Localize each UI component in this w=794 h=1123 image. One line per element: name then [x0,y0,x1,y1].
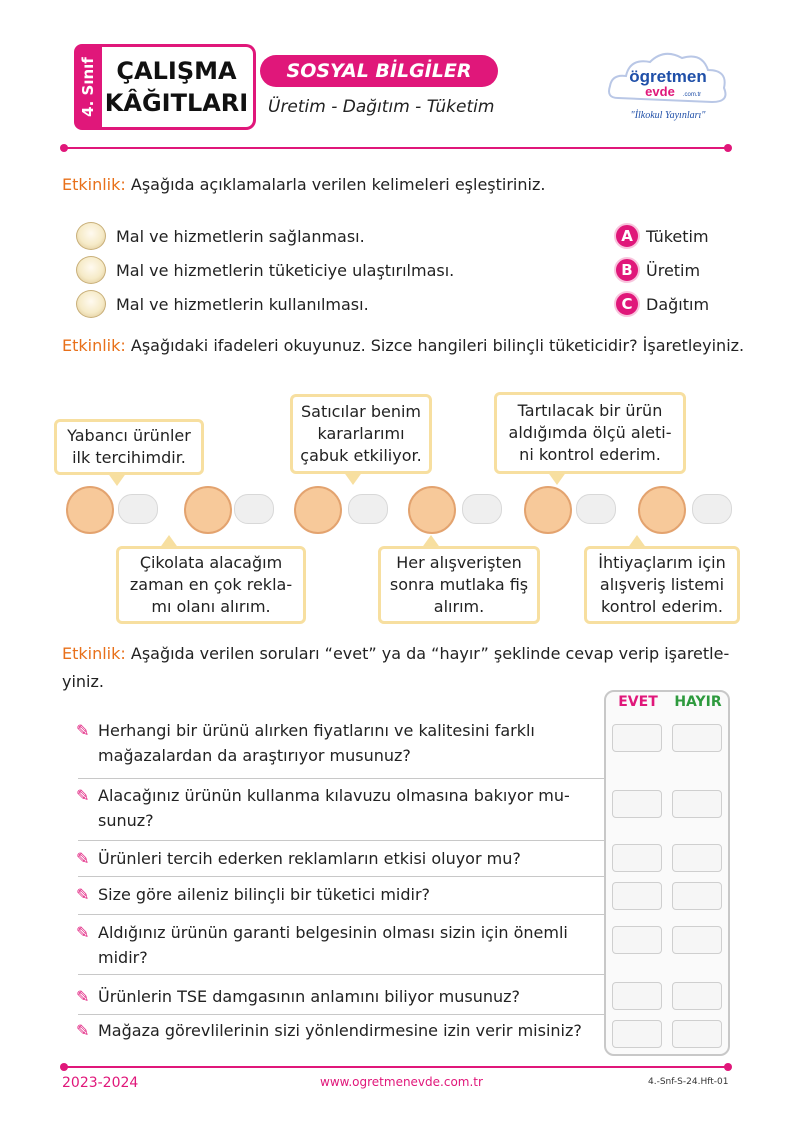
logo-text: ögretmen [629,67,707,86]
no-checkbox[interactable] [672,724,722,752]
question-text: Mağaza görevlilerinin sizi yönlendirmesine izin verir misiniz? [98,1021,582,1040]
row-divider [78,1014,604,1015]
question-row [76,846,521,871]
answer-box[interactable] [348,494,388,524]
bubble-line: kararlarımı [317,424,405,443]
option-letter: B [614,257,640,283]
yes-checkbox[interactable] [612,790,662,818]
grade-tab [74,44,102,130]
question-row [76,984,520,1009]
child-face-icon [294,486,342,534]
child-face-icon [408,486,456,534]
match-item-text: Mal ve hizmetlerin kullanılması. [116,294,369,314]
answer-box[interactable] [234,494,274,524]
answer-box[interactable] [462,494,502,524]
child-face-icon [524,486,572,534]
activity-instruction-cont: yiniz. [62,672,104,691]
bubble-line: Satıcılar benim [300,402,421,421]
answer-box[interactable] [118,494,158,524]
yes-checkbox[interactable] [612,724,662,752]
activity-1-heading [62,175,545,194]
row-divider [78,974,604,975]
activity-instruction: Aşağıda verilen soruları “evet” ya da “hayır” şeklinde cevap verip işaretle- [125,644,730,663]
bubble-line: ni kontrol ederim. [519,445,661,464]
yes-checkbox[interactable] [612,882,662,910]
bubble-line: alırım. [433,597,485,616]
logo-tagline: "İlkokul Yayınları" [630,110,706,121]
activity-instruction: Aşağıdaki ifadeleri okuyunuz. Sizce hangileri bilinçli tüketicidir? İşaretleyiniz. [125,336,745,355]
no-checkbox[interactable] [672,790,722,818]
question-text: midir? [98,948,148,967]
footer-year: 2023-2024 [62,1075,139,1091]
no-checkbox[interactable] [672,882,722,910]
bubble-line: Tartılacak bir ürün [517,401,663,420]
speech-bubble [116,546,306,624]
logo-text-2: evde [645,84,675,99]
option-c [614,290,709,318]
question-text: Aldığınız ürünün garanti belgesinin olması sizin için önemli [98,923,568,942]
bubble-line: çabuk etkiliyor. [300,446,422,465]
bubble-line: aldığımda ölçü aleti- [508,423,672,442]
bubble-line: mı olanı alırım. [151,597,271,616]
publisher-logo [604,48,732,126]
row-divider [78,840,604,841]
question-row [76,718,535,768]
pencil-icon: ✎ [76,923,90,942]
activity-3-heading [62,640,738,696]
bubble-line: Çikolata alacağım [139,553,283,572]
speech-bubble [584,546,740,624]
option-letter: C [614,291,640,317]
pencil-icon: ✎ [76,849,90,868]
pencil-icon: ✎ [76,721,90,740]
activity-label: Etkinlik: [62,644,126,663]
title-line-2: KÂĞITLARI [104,89,249,117]
yes-checkbox[interactable] [612,844,662,872]
option-letter: A [614,223,640,249]
answer-oval[interactable] [76,256,106,284]
column-yes-header: EVET [618,694,658,710]
match-item-text: Mal ve hizmetlerin tüketiciye ulaştırılması. [116,260,455,280]
child-face-icon [638,486,686,534]
option-word: Tüketim [646,226,709,246]
bubble-line: İhtiyaçlarım için [598,553,726,572]
no-checkbox[interactable] [672,982,722,1010]
no-checkbox[interactable] [672,1020,722,1048]
option-a [614,222,709,250]
title-box [100,44,256,130]
child-face-icon [184,486,232,534]
footer-divider [62,1066,730,1068]
row-divider [78,914,604,915]
yes-checkbox[interactable] [612,982,662,1010]
activity-label: Etkinlik: [62,175,126,194]
subject-title: SOSYAL BİLGİLER [260,55,498,87]
bubble-line: zaman en çok rekla- [129,575,293,594]
yes-checkbox[interactable] [612,926,662,954]
activity-instruction: Aşağıda açıklamalarla verilen kelimeleri eşleştiriniz. [125,175,546,194]
bubble-line: Her alışverişten [396,553,522,572]
bubble-line: sonra mutlaka fiş [389,575,529,594]
speech-bubble [378,546,540,624]
question-text: Ürünleri tercih ederken reklamların etkisi oluyor mu? [98,849,521,868]
question-row [76,1018,582,1043]
bubble-line: alışveriş listemi [599,575,725,594]
match-item-1 [76,222,365,250]
column-no-header: HAYIR [674,694,722,710]
question-text: Herhangi bir ürünü alırken fiyatlarını ve kalitesini farklı [98,721,535,740]
answer-oval[interactable] [76,290,106,318]
pencil-icon: ✎ [76,1021,90,1040]
pencil-icon: ✎ [76,786,90,805]
match-item-text: Mal ve hizmetlerin sağlanması. [116,226,365,246]
footer-url[interactable]: www.ogretmenevde.com.tr [320,1075,483,1089]
header-divider [62,147,730,149]
question-text: mağazalardan da araştırıyor musunuz? [98,746,411,765]
answer-box[interactable] [692,494,732,524]
question-text: Size göre aileniz bilinçli bir tüketici midir? [98,885,431,904]
bubble-line: Yabancı ürünler [67,426,191,445]
speech-bubble [290,394,432,474]
match-item-3 [76,290,369,318]
question-text: sunuz? [98,811,154,830]
option-b [614,256,700,284]
answer-oval[interactable] [76,222,106,250]
bubble-line: kontrol ederim. [601,597,723,616]
option-word: Dağıtım [646,294,710,314]
pencil-icon: ✎ [76,885,90,904]
row-divider [78,778,604,779]
title-line-1: ÇALIŞMA [116,57,237,85]
no-checkbox[interactable] [672,844,722,872]
child-face-icon [66,486,114,534]
option-word: Üretim [646,260,701,280]
row-divider [78,876,604,877]
speech-bubble [54,419,204,475]
question-row [76,920,568,970]
activity-label: Etkinlik: [62,336,126,355]
question-text: Alacağınız ürünün kullanma kılavuzu olmasına bakıyor mu- [98,786,570,805]
yes-checkbox[interactable] [612,1020,662,1048]
bubble-line: ilk tercihimdir. [72,448,186,467]
grade-label: 4. Sınıf [79,57,97,117]
speech-bubble [494,392,686,474]
no-checkbox[interactable] [672,926,722,954]
topic-title: Üretim - Dağıtım - Tüketim [268,97,495,117]
question-text: Ürünlerin TSE damgasının anlamını biliyor musunuz? [98,987,521,1006]
footer-code: 4.-Snf-S-24.Hft-01 [648,1077,729,1087]
question-row [76,783,570,833]
pencil-icon: ✎ [76,987,90,1006]
answer-box[interactable] [576,494,616,524]
activity-2-heading [62,336,744,355]
match-item-2 [76,256,454,284]
logo-domain: .com.tr [682,92,702,98]
question-row [76,882,430,907]
